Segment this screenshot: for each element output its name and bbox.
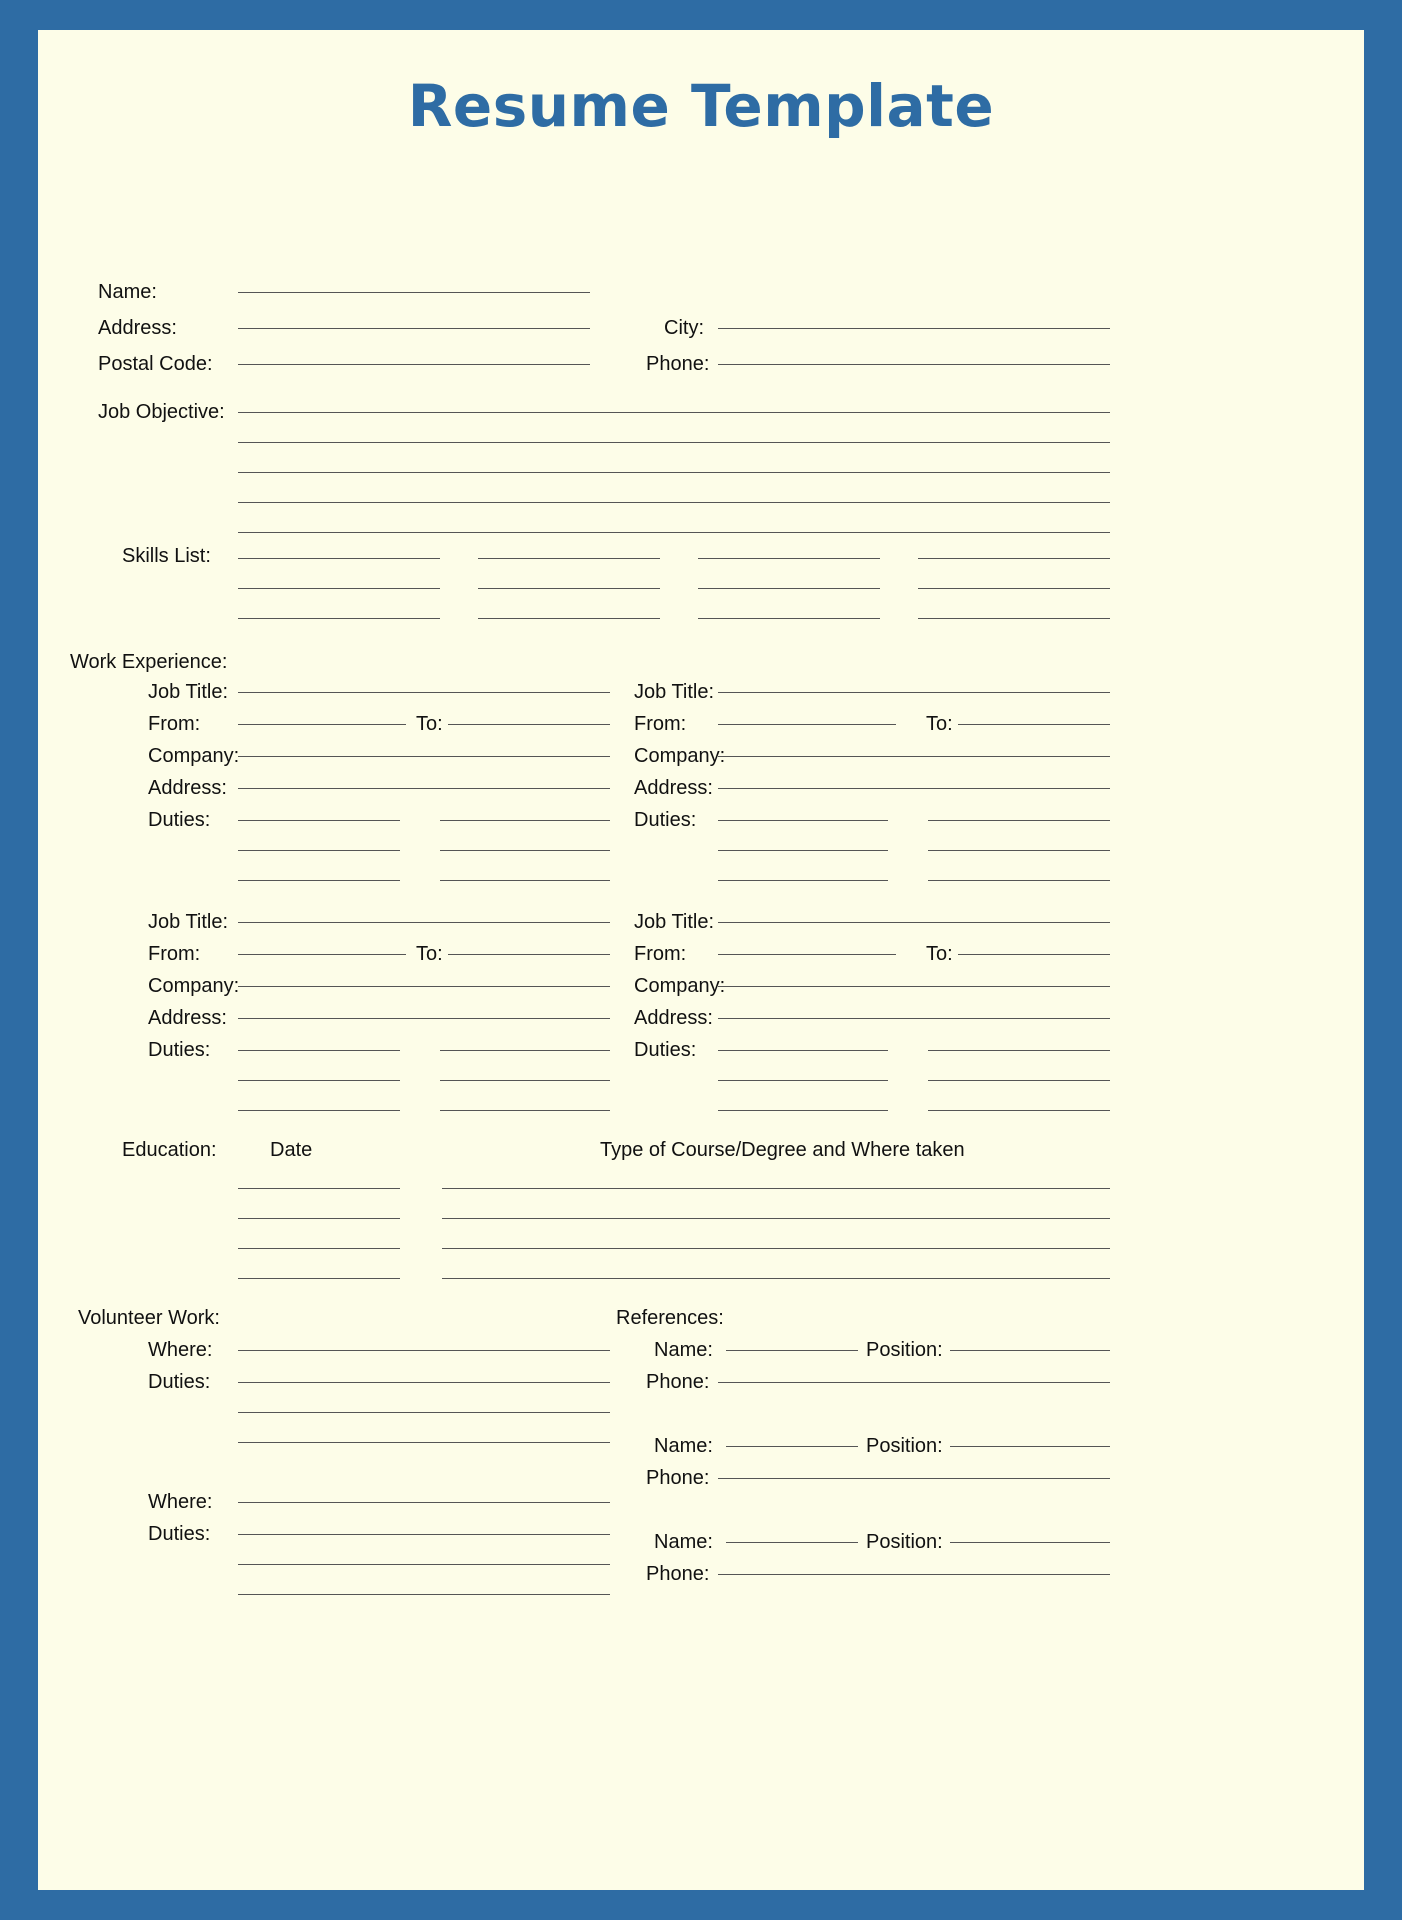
work-1-duties-3a[interactable] (238, 880, 400, 881)
work-3-duties-2b[interactable] (440, 1080, 610, 1081)
work-1-duties-3b[interactable] (440, 880, 610, 881)
volunteer-2-duties-3[interactable] (238, 1594, 610, 1595)
work-4-job-title-field[interactable] (718, 922, 1110, 923)
work-2-duties-3a[interactable] (718, 880, 888, 881)
volunteer-2-duties-1[interactable] (238, 1534, 610, 1535)
education-date-header: Date (270, 1139, 313, 1161)
work-2-company-field[interactable] (718, 756, 1110, 757)
education-date-1[interactable] (238, 1188, 400, 1189)
skills-cell-1-4[interactable] (918, 558, 1110, 559)
work-3-job-title-label: Job Title: (148, 911, 229, 933)
reference-1-phone-field[interactable] (718, 1382, 1110, 1383)
work-2-duties-label: Duties: (634, 809, 697, 831)
work-2-duties-3b[interactable] (928, 880, 1110, 881)
work-3-duties-1a[interactable] (238, 1050, 400, 1051)
job-objective-label: Job Objective: (98, 401, 225, 423)
volunteer-work-label: Volunteer Work: (78, 1307, 220, 1329)
reference-2-phone-field[interactable] (718, 1478, 1110, 1479)
skills-cell-2-2[interactable] (478, 588, 660, 589)
education-date-3[interactable] (238, 1248, 400, 1249)
work-3-from-label: From: (148, 943, 201, 965)
work-4-duties-2b[interactable] (928, 1080, 1110, 1081)
skills-cell-3-4[interactable] (918, 618, 1110, 619)
reference-3-name-field[interactable] (726, 1542, 858, 1543)
work-4-job-title-label: Job Title: (634, 911, 715, 933)
reference-1-name-label: Name: (654, 1339, 713, 1361)
work-4-from-label: From: (634, 943, 687, 965)
work-1-company-label: Company: (148, 745, 240, 767)
work-1-company-field[interactable] (238, 756, 610, 757)
work-3-duties-label: Duties: (148, 1039, 211, 1061)
volunteer-1-duties-2[interactable] (238, 1412, 610, 1413)
skills-cell-1-3[interactable] (698, 558, 880, 559)
work-4-to-label: To: (926, 943, 953, 965)
reference-2-name-label: Name: (654, 1435, 713, 1457)
reference-2-name-field[interactable] (726, 1446, 858, 1447)
work-4-to-field[interactable] (958, 954, 1110, 955)
reference-1-position-field[interactable] (950, 1350, 1110, 1351)
reference-1-phone-label: Phone: (646, 1371, 710, 1393)
volunteer-1-where-field[interactable] (238, 1350, 610, 1351)
work-1-from-label: From: (148, 713, 201, 735)
work-4-duties-1b[interactable] (928, 1050, 1110, 1051)
work-3-address-field[interactable] (238, 1018, 610, 1019)
skills-cell-3-1[interactable] (238, 618, 440, 619)
work-2-to-field[interactable] (958, 724, 1110, 725)
work-3-duties-3a[interactable] (238, 1110, 400, 1111)
work-2-to-label: To: (926, 713, 953, 735)
work-2-duties-1a[interactable] (718, 820, 888, 821)
education-label: Education: (122, 1139, 217, 1161)
work-1-from-field[interactable] (238, 724, 406, 725)
work-1-duties-label: Duties: (148, 809, 211, 831)
work-3-duties-1b[interactable] (440, 1050, 610, 1051)
work-2-duties-2b[interactable] (928, 850, 1110, 851)
reference-3-position-field[interactable] (950, 1542, 1110, 1543)
volunteer-1-duties-3[interactable] (238, 1442, 610, 1443)
job-objective-line-4[interactable] (238, 502, 1110, 503)
work-3-to-field[interactable] (448, 954, 610, 955)
skills-cell-1-2[interactable] (478, 558, 660, 559)
education-course-4[interactable] (442, 1278, 1110, 1279)
work-4-address-label: Address: (634, 1007, 713, 1029)
postal-code-field[interactable] (238, 364, 590, 365)
work-2-from-label: From: (634, 713, 687, 735)
city-field[interactable] (718, 328, 1110, 329)
work-1-address-label: Address: (148, 777, 227, 799)
reference-2-phone-label: Phone: (646, 1467, 710, 1489)
city-label: City: (664, 317, 704, 339)
work-3-duties-3b[interactable] (440, 1110, 610, 1111)
reference-2-position-label: Position: (866, 1435, 943, 1457)
work-3-company-field[interactable] (238, 986, 610, 987)
education-date-4[interactable] (238, 1278, 400, 1279)
work-2-company-label: Company: (634, 745, 726, 767)
skills-list-label: Skills List: (122, 545, 211, 567)
skills-cell-2-4[interactable] (918, 588, 1110, 589)
work-3-duties-2a[interactable] (238, 1080, 400, 1081)
volunteer-2-where-field[interactable] (238, 1502, 610, 1503)
volunteer-2-duties-label: Duties: (148, 1523, 211, 1545)
address-field[interactable] (238, 328, 590, 329)
work-2-job-title-field[interactable] (718, 692, 1110, 693)
name-label: Name: (98, 281, 157, 303)
reference-3-position-label: Position: (866, 1531, 943, 1553)
work-3-company-label: Company: (148, 975, 240, 997)
reference-1-name-field[interactable] (726, 1350, 858, 1351)
name-field[interactable] (238, 292, 590, 293)
work-4-company-label: Company: (634, 975, 726, 997)
reference-1-position-label: Position: (866, 1339, 943, 1361)
education-course-2[interactable] (442, 1218, 1110, 1219)
job-objective-line-1[interactable] (238, 412, 1110, 413)
work-experience-label: Work Experience: (70, 651, 228, 673)
work-4-duties-1a[interactable] (718, 1050, 888, 1051)
postal-code-label: Postal Code: (98, 353, 213, 375)
work-4-company-field[interactable] (718, 986, 1110, 987)
skills-cell-2-1[interactable] (238, 588, 440, 589)
volunteer-1-duties-label: Duties: (148, 1371, 211, 1393)
skills-cell-1-1[interactable] (238, 558, 440, 559)
work-1-duties-2a[interactable] (238, 850, 400, 851)
skills-cell-2-3[interactable] (698, 588, 880, 589)
work-2-duties-1b[interactable] (928, 820, 1110, 821)
address-label: Address: (98, 317, 177, 339)
work-1-duties-1a[interactable] (238, 820, 400, 821)
work-2-address-label: Address: (634, 777, 713, 799)
skills-cell-3-3[interactable] (698, 618, 880, 619)
references-label: References: (616, 1307, 724, 1329)
work-4-duties-2a[interactable] (718, 1080, 888, 1081)
work-3-from-field[interactable] (238, 954, 406, 955)
work-1-to-label: To: (416, 713, 443, 735)
resume-page (38, 30, 1364, 1890)
work-4-duties-label: Duties: (634, 1039, 697, 1061)
job-objective-line-2[interactable] (238, 442, 1110, 443)
volunteer-2-where-label: Where: (148, 1491, 213, 1513)
work-4-duties-3b[interactable] (928, 1110, 1110, 1111)
work-2-address-field[interactable] (718, 788, 1110, 789)
phone-field[interactable] (718, 364, 1110, 365)
reference-3-phone-field[interactable] (718, 1574, 1110, 1575)
work-4-duties-3a[interactable] (718, 1110, 888, 1111)
education-date-2[interactable] (238, 1218, 400, 1219)
work-1-job-title-field[interactable] (238, 692, 610, 693)
reference-3-phone-label: Phone: (646, 1563, 710, 1585)
work-1-to-field[interactable] (448, 724, 610, 725)
education-course-header: Type of Course/Degree and Where taken (600, 1139, 965, 1161)
work-1-job-title-label: Job Title: (148, 681, 229, 703)
work-1-duties-1b[interactable] (440, 820, 610, 821)
work-4-from-field[interactable] (718, 954, 896, 955)
job-objective-line-3[interactable] (238, 472, 1110, 473)
reference-2-position-field[interactable] (950, 1446, 1110, 1447)
work-4-address-field[interactable] (718, 1018, 1110, 1019)
volunteer-1-where-label: Where: (148, 1339, 213, 1361)
page-title: Resume Template (407, 72, 995, 140)
work-2-duties-2a[interactable] (718, 850, 888, 851)
work-3-to-label: To: (416, 943, 443, 965)
education-course-3[interactable] (442, 1248, 1110, 1249)
work-2-from-field[interactable] (718, 724, 896, 725)
skills-cell-3-2[interactable] (478, 618, 660, 619)
volunteer-1-duties-1[interactable] (238, 1382, 610, 1383)
job-objective-line-5[interactable] (238, 532, 1110, 533)
work-1-address-field[interactable] (238, 788, 610, 789)
education-course-1[interactable] (442, 1188, 1110, 1189)
work-3-address-label: Address: (148, 1007, 227, 1029)
volunteer-2-duties-2[interactable] (238, 1564, 610, 1565)
work-2-job-title-label: Job Title: (634, 681, 715, 703)
phone-label: Phone: (646, 353, 710, 375)
reference-3-name-label: Name: (654, 1531, 713, 1553)
work-1-duties-2b[interactable] (440, 850, 610, 851)
work-3-job-title-field[interactable] (238, 922, 610, 923)
